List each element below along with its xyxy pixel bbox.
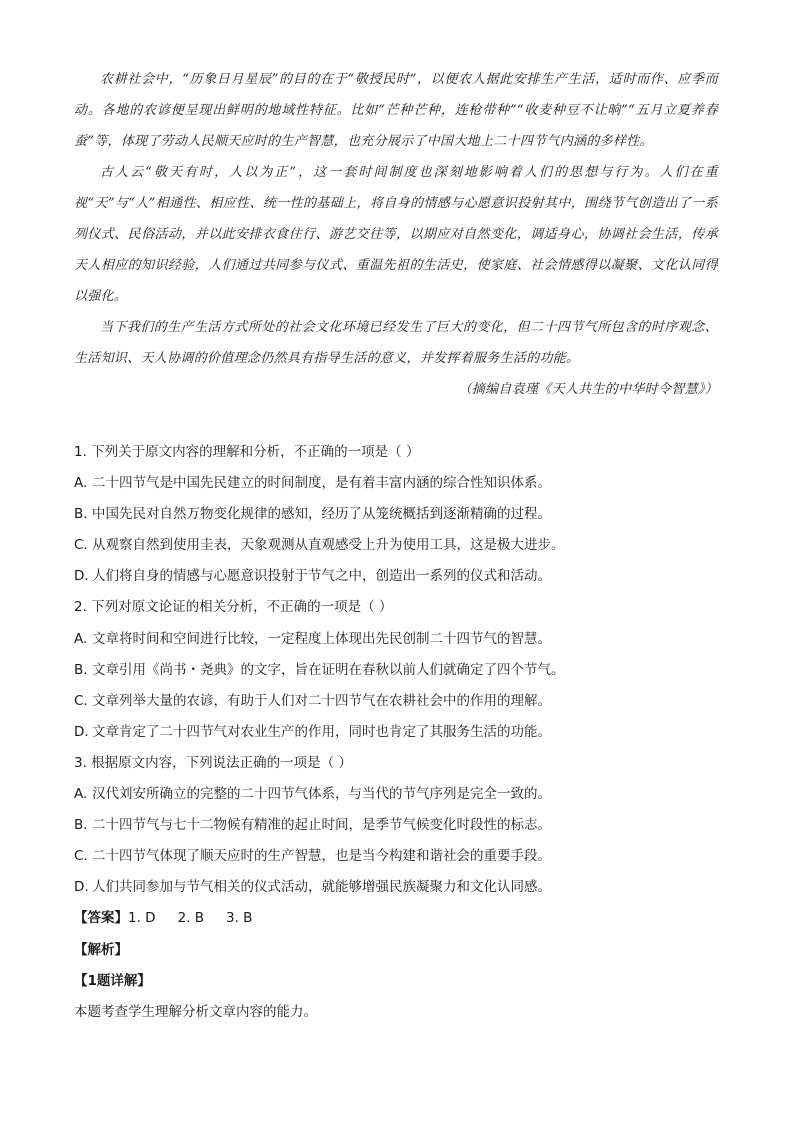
analysis-label: 【解析】 (74, 941, 128, 958)
option-letter: A. (74, 630, 88, 647)
question-1-stem: 1. 下列关于原文内容的理解和分析，不正确的一项是（ ） (74, 444, 420, 460)
option-letter: D. (74, 568, 89, 585)
option-text: 二十四节气是中国先民建立的时间制度，是有着丰富内涵的综合性知识体系。 (92, 475, 551, 492)
passage-paragraph-3: 当下我们的生产生活方式所处的社会文化环境已经发生了巨大的变化，但二十四节气所包含的时序观念、生活知识、天人协调的价值理念仍然具有指导生活的意义，并发挥着服务生活的功能。 (74, 320, 718, 366)
option-text: 文章列举大量的农谚，有助于人们对二十四节气在农耕社会中的作用的理解。 (92, 692, 551, 709)
question-2-option-a (74, 624, 724, 655)
option-text: 汉代刘安所确立的完整的二十四节气体系，与当代的节气序列是完全一致的。 (92, 786, 551, 803)
reading-passage (74, 64, 718, 405)
question-1-option-b (74, 499, 724, 530)
option-text: 文章将时间和空间进行比较，一定程度上体现出先民创制二十四节气的智慧。 (92, 630, 551, 647)
option-text: 二十四节气与七十二物候有精准的起止时间，是季节气候变化时段性的标志。 (92, 817, 551, 834)
question-3-option-a (74, 779, 724, 810)
option-letter: B. (74, 661, 88, 678)
answer-item-1: 1. D (128, 910, 156, 927)
option-text: 二十四节气体现了顺天应时的生产智慧，也是当今构建和谐社会的重要手段。 (92, 848, 551, 865)
passage-source: （摘编自袁瑾《天人共生的中华时令智慧》） (458, 382, 718, 397)
option-letter: C. (74, 848, 88, 865)
passage-paragraph-1: 农耕社会中，“历象日月星辰”的目的在于“敬授民时”，以便农人据此安排生产生活，适时而作、应季而动。各地的农谚便呈现出鲜明的地域性特征。比如“芒种芒种，连枪带种”“收麦种豆不让晌”“五月立夏养春蚕”等，体现了劳动人民顺天应时的生产智慧，也充分展示了中国大地上二十四节气内涵的多样性。 (74, 72, 718, 149)
question-1-option-c (74, 530, 724, 561)
question-1-option-a (74, 468, 724, 499)
answer-label: 【答案】 (74, 910, 128, 927)
passage-paragraph-2: 古人云“敬天有时，人以为正”，这一套时间制度也深刻地影响着人们的思想与行为。人们在重视“天”与“人”相通性、相应性、统一性的基础上，将自身的情感与心愿意识投射其中，围绕节气创造出了一系列仪式、民俗活动，并以此安排衣食住行、游艺交往等，以期应对自然变化，调适身心，协调社会生活，传承天人相应的知识经验，人们通过共同参与仪式、重温先祖的生活史，使家庭、社会情感得以凝聚、文化认同得以强化。 (74, 165, 718, 304)
answer-line (74, 903, 724, 934)
option-text: 文章引用《尚书・尧典》的文字，旨在证明在春秋以前人们就确定了四个节气。 (92, 661, 565, 678)
option-text: 人们将自身的情感与心愿意识投射于节气之中，创造出一系列的仪式和活动。 (92, 568, 551, 585)
option-text: 人们共同参加与节气相关的仪式活动，就能够增强民族凝聚力和文化认同感。 (92, 879, 551, 896)
question-2-option-b (74, 655, 724, 686)
option-letter: D. (74, 879, 89, 896)
option-letter: B. (74, 506, 88, 523)
option-text: 文章肯定了二十四节气对农业生产的作用，同时也肯定了其服务生活的功能。 (92, 723, 551, 740)
option-text: 从观察自然到使用圭表，天象观测从直观感受上升为使用工具，这是极大进步。 (92, 537, 565, 554)
option-letter: D. (74, 723, 89, 740)
question-section (74, 437, 724, 1028)
question-2-option-c (74, 686, 724, 717)
detail-label: 【1题详解】 (74, 972, 151, 989)
option-letter: B. (74, 817, 88, 834)
option-letter: A. (74, 475, 88, 492)
question-3-option-d (74, 872, 724, 903)
option-letter: C. (74, 537, 88, 554)
option-letter: A. (74, 786, 88, 803)
question-2-option-d (74, 717, 724, 748)
option-letter: C. (74, 692, 88, 709)
question-3-option-c (74, 841, 724, 872)
question-1-option-d (74, 561, 724, 592)
question-2-stem: 2. 下列对原文论证的相关分析，不正确的一项是（ ） (74, 599, 393, 616)
detail-text: 本题考查学生理解分析文章内容的能力。 (74, 1003, 317, 1020)
question-3-option-b (74, 810, 724, 841)
answer-item-3: 3. B (226, 910, 253, 927)
option-text: 中国先民对自然万物变化规律的感知，经历了从笼统概括到逐渐精确的过程。 (92, 506, 551, 523)
question-3-stem: 3. 根据原文内容，下列说法正确的一项是（ ） (74, 754, 352, 771)
answer-item-2: 2. B (177, 910, 205, 927)
